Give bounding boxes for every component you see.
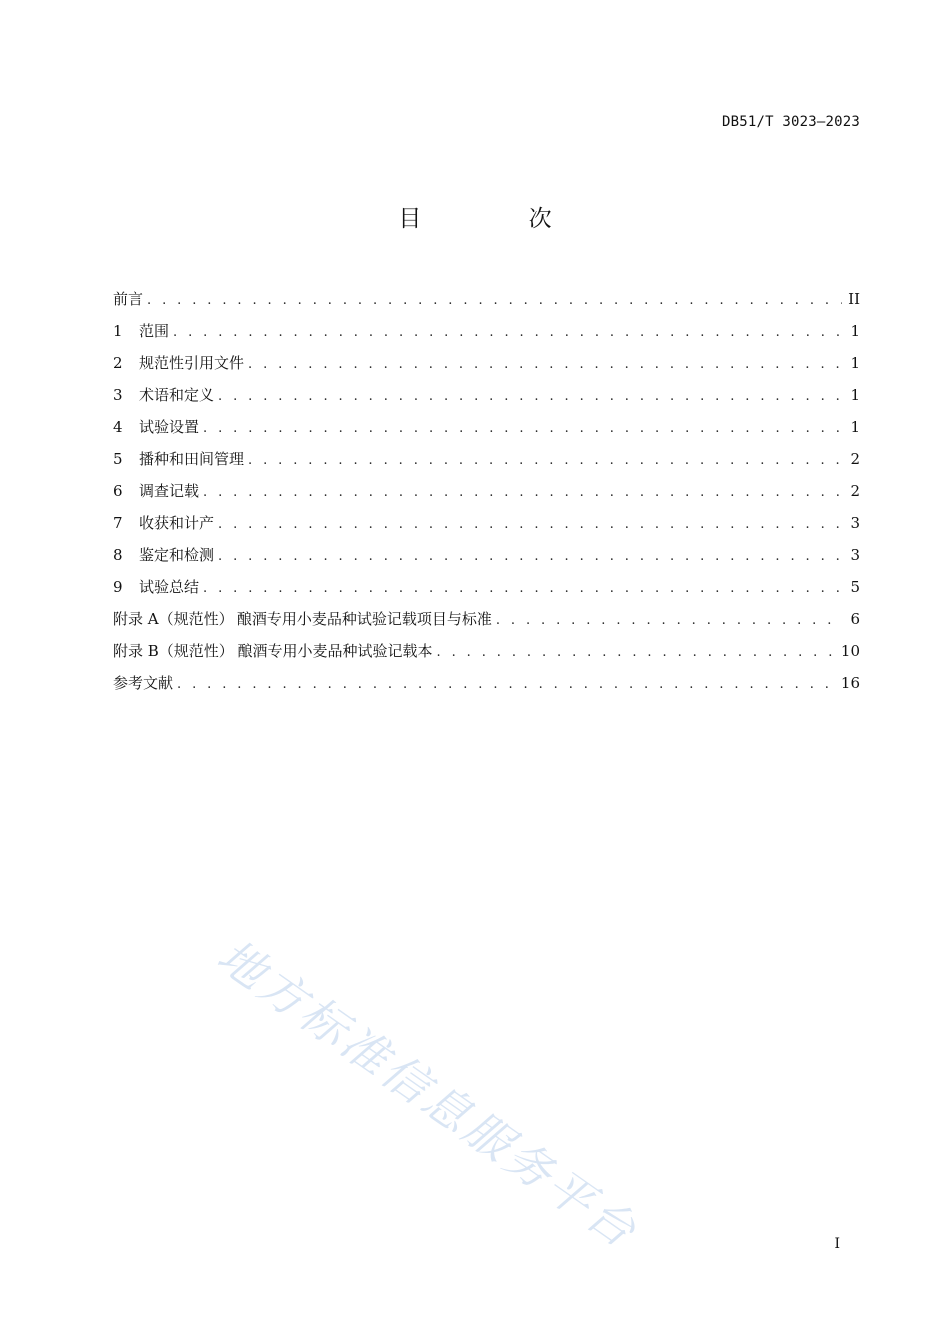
toc-entry-number: 1	[113, 322, 123, 340]
watermark-text: 地方标准信息服务平台	[207, 928, 649, 1260]
dot-leader	[218, 545, 842, 569]
dot-leader	[203, 481, 842, 505]
dot-leader	[218, 385, 842, 409]
toc-entry-title: 酿酒专用小麦品种试验记载项目与标准	[236, 610, 492, 628]
toc-entry-appendix-b[interactable]	[113, 639, 860, 671]
toc-entry-number: 8	[113, 546, 123, 564]
toc-entry-label: 收获和计产	[139, 514, 215, 532]
toc-entry-identification-testing[interactable]	[113, 543, 860, 575]
page-number: I	[834, 1236, 840, 1252]
toc-entry-number: 2	[113, 354, 123, 372]
toc-title: 目 次	[398, 206, 602, 232]
toc-entry-trial-summary[interactable]	[113, 575, 860, 607]
toc-entry-normative-references[interactable]	[113, 351, 860, 383]
toc-entry-page: 3	[850, 514, 860, 532]
toc-entry-survey-records[interactable]	[113, 479, 860, 511]
toc-entry-label: 规范性引用文件	[139, 354, 245, 372]
toc-entry-number: 6	[113, 482, 123, 500]
toc-entry-label: 参考文献	[113, 674, 174, 692]
toc-entry-scope[interactable]	[113, 319, 860, 351]
toc-entry-label: 试验设置	[139, 418, 200, 436]
toc-entry-page: 1	[850, 386, 860, 404]
dot-leader	[177, 673, 837, 697]
toc-entry-terms-definitions[interactable]	[113, 383, 860, 415]
toc-entry-harvest-yield[interactable]	[113, 511, 860, 543]
document-code: DB51/T 3023—2023	[721, 114, 860, 130]
toc-entry-foreword[interactable]	[113, 287, 860, 319]
toc-entry-label: 鉴定和检测	[139, 546, 215, 564]
dot-leader	[147, 289, 842, 313]
toc-entry-number: 9	[113, 578, 123, 596]
toc-entry-label: 范围	[139, 322, 170, 340]
toc-entry-page: 16	[840, 674, 860, 692]
toc-entry-number: 4	[113, 418, 123, 436]
toc-entry-label: 前言	[113, 290, 144, 308]
toc-entry-label: 调查记载	[139, 482, 200, 500]
toc-entry-label: 术语和定义	[139, 386, 215, 404]
dot-leader	[203, 417, 842, 441]
toc-entry-page: 6	[850, 610, 860, 628]
toc-entry-page: II	[848, 290, 860, 308]
dot-leader	[173, 321, 842, 345]
toc-entry-page: 2	[850, 482, 860, 500]
toc-entry-sowing-management[interactable]	[113, 447, 860, 479]
dot-leader	[248, 449, 842, 473]
toc-entry-number: 3	[113, 386, 123, 404]
toc-entry-page: 10	[840, 642, 860, 660]
toc-entry-label: 附录 A（规范性）	[113, 610, 234, 628]
dot-leader	[203, 577, 842, 601]
dot-leader	[248, 353, 842, 377]
dot-leader	[437, 641, 837, 665]
toc-entry-number: 7	[113, 514, 123, 532]
toc-entry-title: 酿酒专用小麦品种试验记载本	[237, 642, 433, 660]
toc-entry-page: 5	[850, 578, 860, 596]
toc-entry-page: 1	[850, 418, 860, 436]
toc-entry-number: 5	[113, 450, 123, 468]
toc-entry-trial-setup[interactable]	[113, 415, 860, 447]
dot-leader	[218, 513, 842, 537]
toc-entry-label: 试验总结	[139, 578, 200, 596]
toc-entry-page: 1	[850, 322, 860, 340]
table-of-contents	[113, 287, 860, 703]
toc-entry-label: 附录 B（规范性）	[113, 642, 234, 660]
toc-entry-label: 播种和田间管理	[139, 450, 245, 468]
toc-entry-page: 3	[850, 546, 860, 564]
toc-entry-page: 2	[850, 450, 860, 468]
toc-entry-bibliography[interactable]	[113, 671, 860, 703]
toc-entry-page: 1	[850, 354, 860, 372]
toc-entry-appendix-a[interactable]	[113, 607, 860, 639]
dot-leader	[496, 609, 842, 633]
